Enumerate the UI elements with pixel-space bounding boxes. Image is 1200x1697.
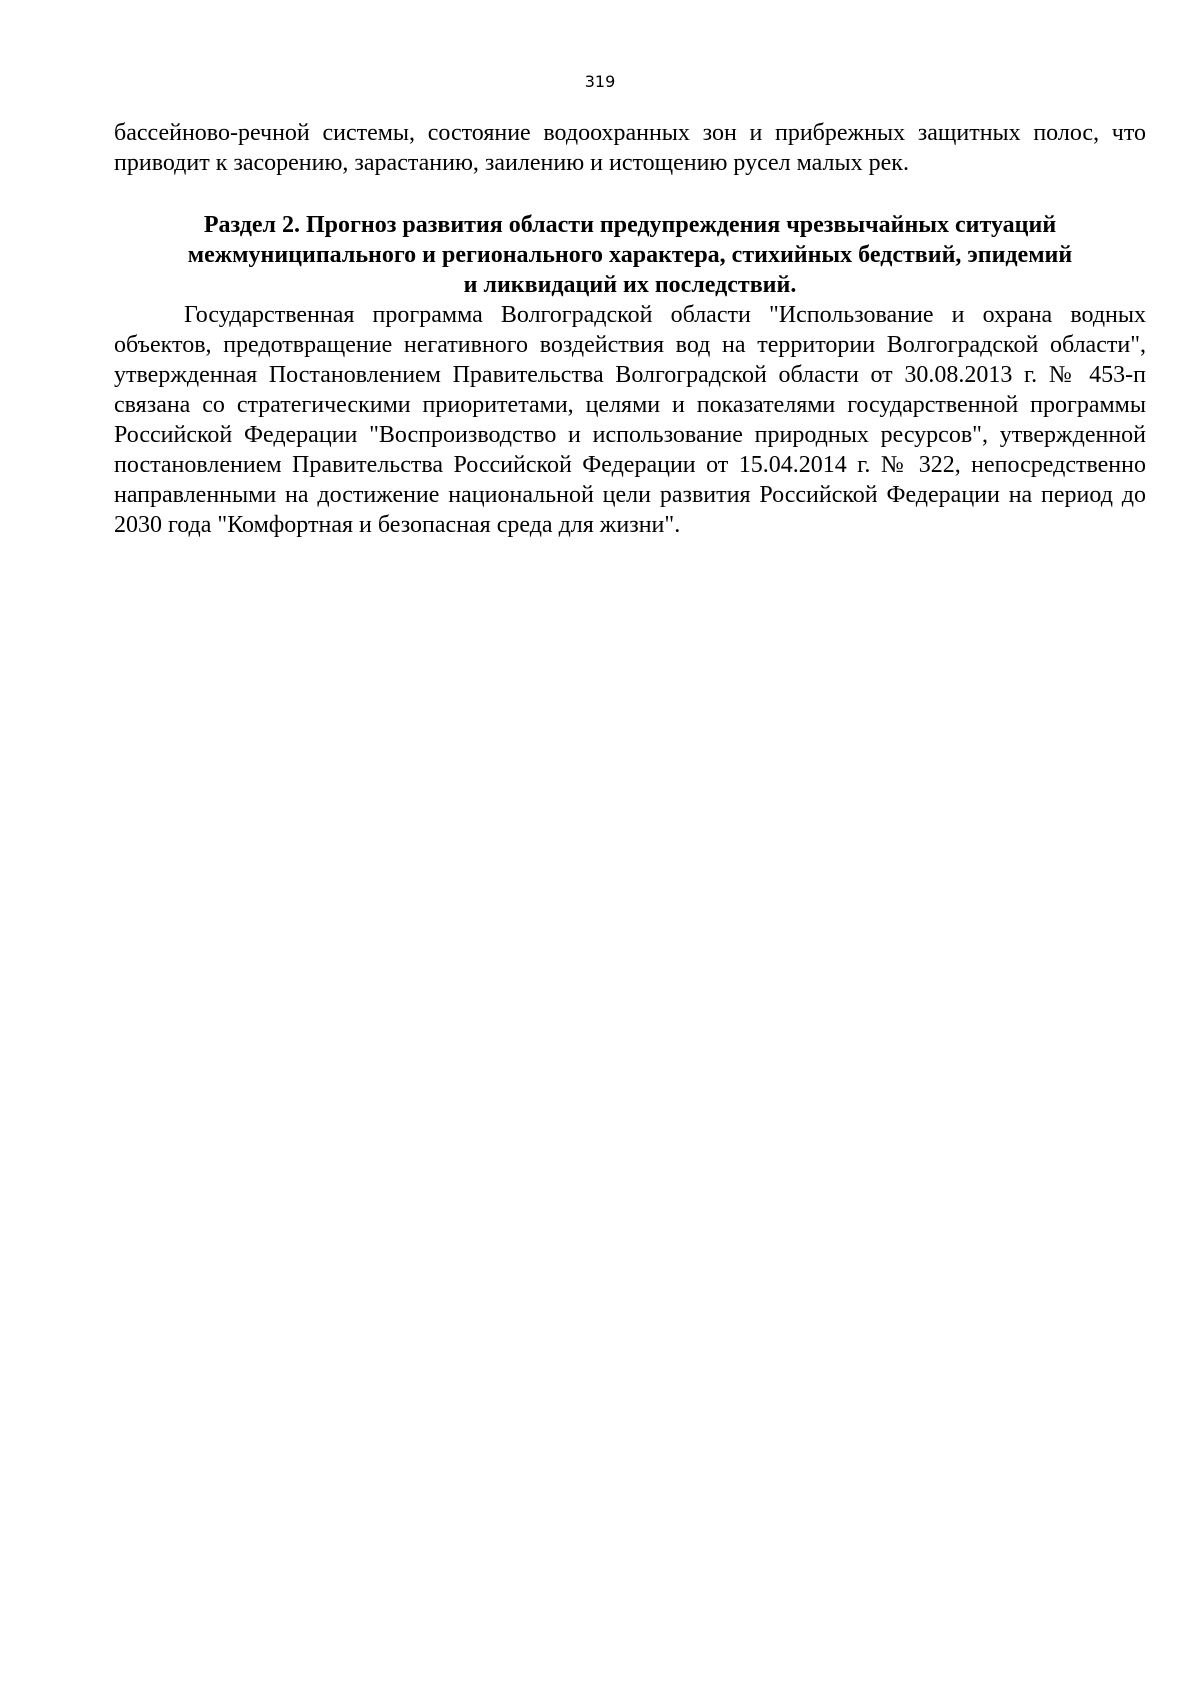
page-number: 319 bbox=[584, 72, 616, 91]
program-paragraph: Государственная программа Волгоградской области "Использование и охрана водных объектов, предотвращение негативного воздействия вод на территории Волгоградской области", утвержденная Постановлением Правительства Волгоградской области от 30.08.2013 г. № 453-п связана со стратегическими приоритетами, целями и показателями государственной программы Российской Федерации "Воспроизводство и использование природных ресурсов", утвержденной постановлением Правительства Российской Федерации от 15.04.2014 г. № 322, непосредственно направленными на достижение национальной цели развития Российской Федерации на период до 2030 года "Комфортная и безопасная среда для жизни". bbox=[114, 302, 1146, 538]
continuation-paragraph: бассейново-речной системы, состояние водоохранных зон и прибрежных защитных полос, что приводит к засорению, зарастанию, заилению и истощению русел малых рек. bbox=[114, 120, 1146, 176]
section-heading-line-1: Раздел 2. Прогноз развития области предупреждения чрезвычайных ситуаций bbox=[203, 212, 1057, 238]
page-content bbox=[114, 118, 1146, 540]
section-heading-line-3: и ликвидаций их последствий. bbox=[463, 272, 797, 298]
section-heading bbox=[114, 210, 1146, 300]
section-heading-line-2: межмуниципального и регионального характера, стихийных бедствий, эпидемий bbox=[187, 242, 1073, 268]
